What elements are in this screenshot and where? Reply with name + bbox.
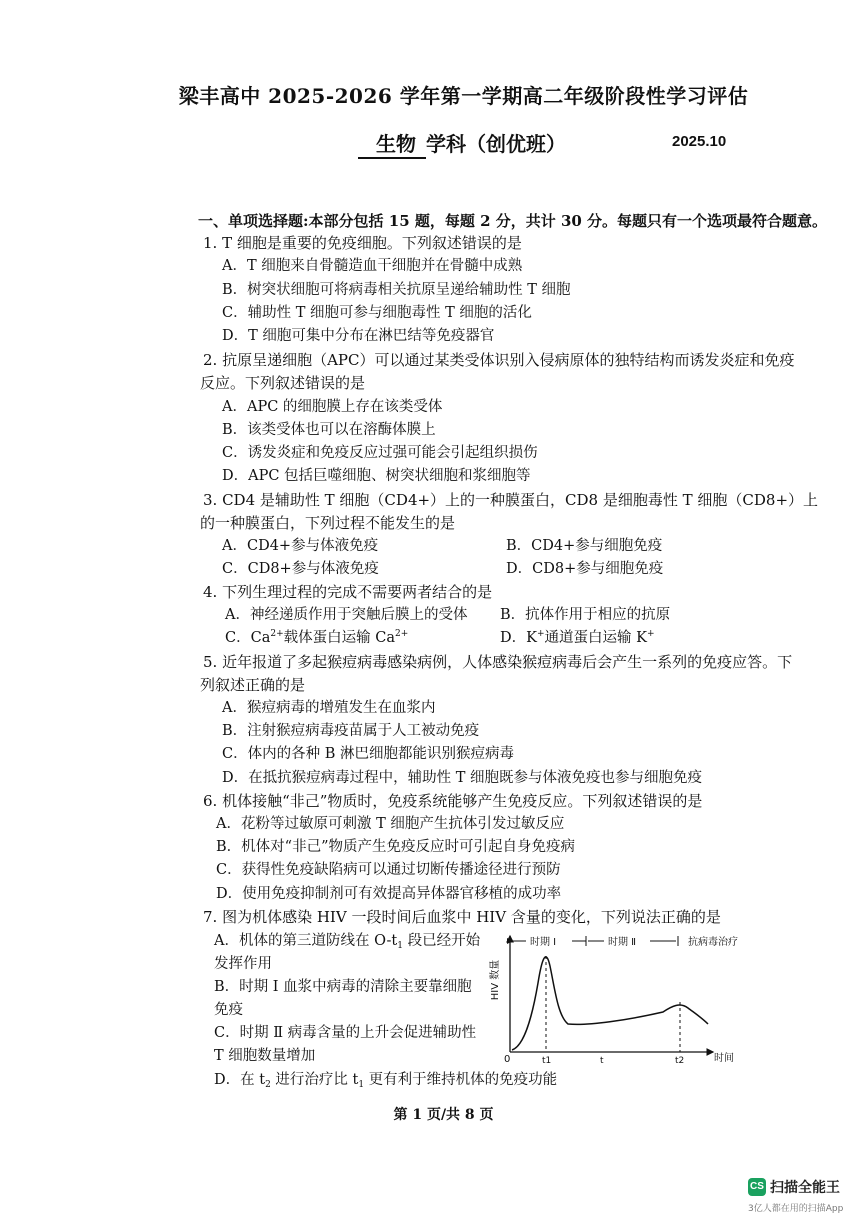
tick-t2: t2 <box>675 1056 685 1066</box>
question-7-stem: 7. 图为机体感染 HIV 一段时间后血浆中 HIV 含量的变化，下列说法正确的是 <box>203 908 721 926</box>
question-4-stem: 4. 下列生理过程的完成不需要两者结合的是 <box>203 583 493 601</box>
question-5-option-b: B．注射猴痘病毒疫苗属于人工被动免疫 <box>222 723 480 739</box>
question-6-option-d: D．使用免疫抑制剂可有效提高异体器官移植的成功率 <box>216 886 562 902</box>
period-1-label: 时期 Ⅰ <box>530 937 557 948</box>
question-1-option-b: B．树突状细胞可将病毒相关抗原呈递给辅助性 T 细胞 <box>222 282 571 298</box>
question-4-option-b: B．抗体作用于相应的抗原 <box>500 607 671 623</box>
question-2-stem-line1: 2. 抗原呈递细胞（APC）可以通过某类受体识别入侵病原体的独特结构而诱发炎症和免疫 <box>203 351 795 369</box>
question-1-option-a: A．T 细胞来自骨髓造血干细胞并在骨髓中成熟 <box>222 258 523 274</box>
question-4-option-c: C．$Ca^{2+}$载体蛋白运输 $Ca^{2+}$ <box>225 629 409 646</box>
question-3-stem-line1: 3. CD4 是辅助性 T 细胞（CD4+）上的一种膜蛋白，CD8 是细胞毒性 T 细胞（CD8+）上 <box>203 491 819 509</box>
question-5-option-d: D．在抵抗猴痘病毒过程中，辅助性 T 细胞既参与体液免疫也参与细胞免疫 <box>222 770 703 786</box>
question-4-option-a: A．神经递质作用于突触后膜上的受体 <box>225 607 468 623</box>
exam-title: 梁丰高中 2025-2026 学年第一学期高二年级阶段性学习评估 <box>178 84 749 108</box>
scanner-logo-icon: CS <box>748 1178 766 1196</box>
question-7-option-b: B．时期 Ⅰ 血浆中病毒的清除主要靠细胞 <box>214 979 472 995</box>
question-7-option-b-line2: 免疫 <box>214 1002 243 1018</box>
question-5-stem-line2: 列叙述正确的是 <box>200 676 306 694</box>
question-7-option-a: A．机体的第三道防线在 $O-t_1$ 段已经开始 <box>214 933 481 951</box>
question-2-option-b: B．该类受体也可以在溶酶体膜上 <box>222 422 436 438</box>
question-6-option-a: A．花粉等过敏原可刺激 T 细胞产生抗体引发过敏反应 <box>216 816 565 832</box>
hiv-curve-figure <box>488 928 748 1068</box>
question-7-option-d: D．在 $t_2$ 进行治疗比 $t_1$ 更有利于维持机体的免疫功能 <box>214 1072 558 1090</box>
hiv-curve <box>512 957 708 1050</box>
subject-suffix: 学科（创优班） <box>426 132 566 156</box>
scanner-tagline: 3亿人都在用的扫描App <box>748 1204 844 1214</box>
question-7-option-c: C．时期 Ⅱ 病毒含量的上升会促进辅助性 <box>214 1025 477 1041</box>
question-5-option-c: C．体内的各种 B 淋巴细胞都能识别猴痘病毒 <box>222 746 514 762</box>
question-6-stem: 6. 机体接触“非己”物质时，免疫系统能够产生免疫反应。下列叙述错误的是 <box>203 792 703 810</box>
question-2-option-d: D．APC 包括巨噬细胞、树突状细胞和浆细胞等 <box>222 468 531 484</box>
subject-line <box>358 128 566 159</box>
question-2-option-c: C．诱发炎症和免疫反应过强可能会引起组织损伤 <box>222 445 538 461</box>
question-7-option-a-line2: 发挥作用 <box>214 956 272 972</box>
question-5-option-a: A．猴痘病毒的增殖发生在血浆内 <box>222 700 436 716</box>
section-heading: 一、单项选择题:本部分包括 15 题，每题 2 分，共计 30 分。每题只有一个选项最符合题意。 <box>198 212 828 230</box>
origin-label: 0 <box>504 1054 511 1065</box>
exam-date: 2025.10 <box>672 133 727 150</box>
period-2-label: 时期 Ⅱ <box>608 937 637 948</box>
x-axis-label: 时间 <box>714 1053 734 1064</box>
question-1-stem: 1. T 细胞是重要的免疫细胞。下列叙述错误的是 <box>203 234 522 252</box>
question-3-option-d: D．CD8+参与细胞免疫 <box>506 561 664 577</box>
question-2-option-a: A．APC 的细胞膜上存在该类受体 <box>222 399 443 415</box>
question-3-stem-line2: 的一种膜蛋白，下列过程不能发生的是 <box>200 514 456 532</box>
question-6-option-c: C．获得性免疫缺陷病可以通过切断传播途径进行预防 <box>216 862 561 878</box>
question-3-option-b: B．CD4+参与细胞免疫 <box>506 538 663 554</box>
question-1-option-d: D．T 细胞可集中分布在淋巴结等免疫器官 <box>222 328 495 344</box>
question-5-stem-line1: 5. 近年报道了多起猴痘病毒感染病例，人体感染猴痘病毒后会产生一系列的免疫应答。下 <box>203 653 793 671</box>
question-2-stem-line2: 反应。下列叙述错误的是 <box>200 374 366 392</box>
question-3-option-a: A．CD4+参与体液免疫 <box>222 538 379 554</box>
tick-t1: t1 <box>542 1056 552 1066</box>
tick-t: t <box>600 1056 604 1066</box>
question-7-option-c-line2: T 细胞数量增加 <box>214 1048 316 1064</box>
subject-name: 生物 <box>358 128 426 159</box>
question-4-option-d: D．K+通道蛋白运输 K+ <box>500 629 655 646</box>
period-3-label: 抗病毒治疗 <box>688 937 738 948</box>
question-6-option-b: B．机体对“非己”物质产生免疫反应时可引起自身免疫病 <box>216 839 575 855</box>
page-number: 第 1 页/共 8 页 <box>393 1107 494 1123</box>
question-1-option-c: C．辅助性 T 细胞可参与细胞毒性 T 细胞的活化 <box>222 305 532 321</box>
scanner-app-name: 扫描全能王 <box>770 1180 840 1196</box>
y-axis-label: HIV 数量 <box>490 959 501 1001</box>
question-3-option-c: C．CD8+参与体液免疫 <box>222 561 379 577</box>
